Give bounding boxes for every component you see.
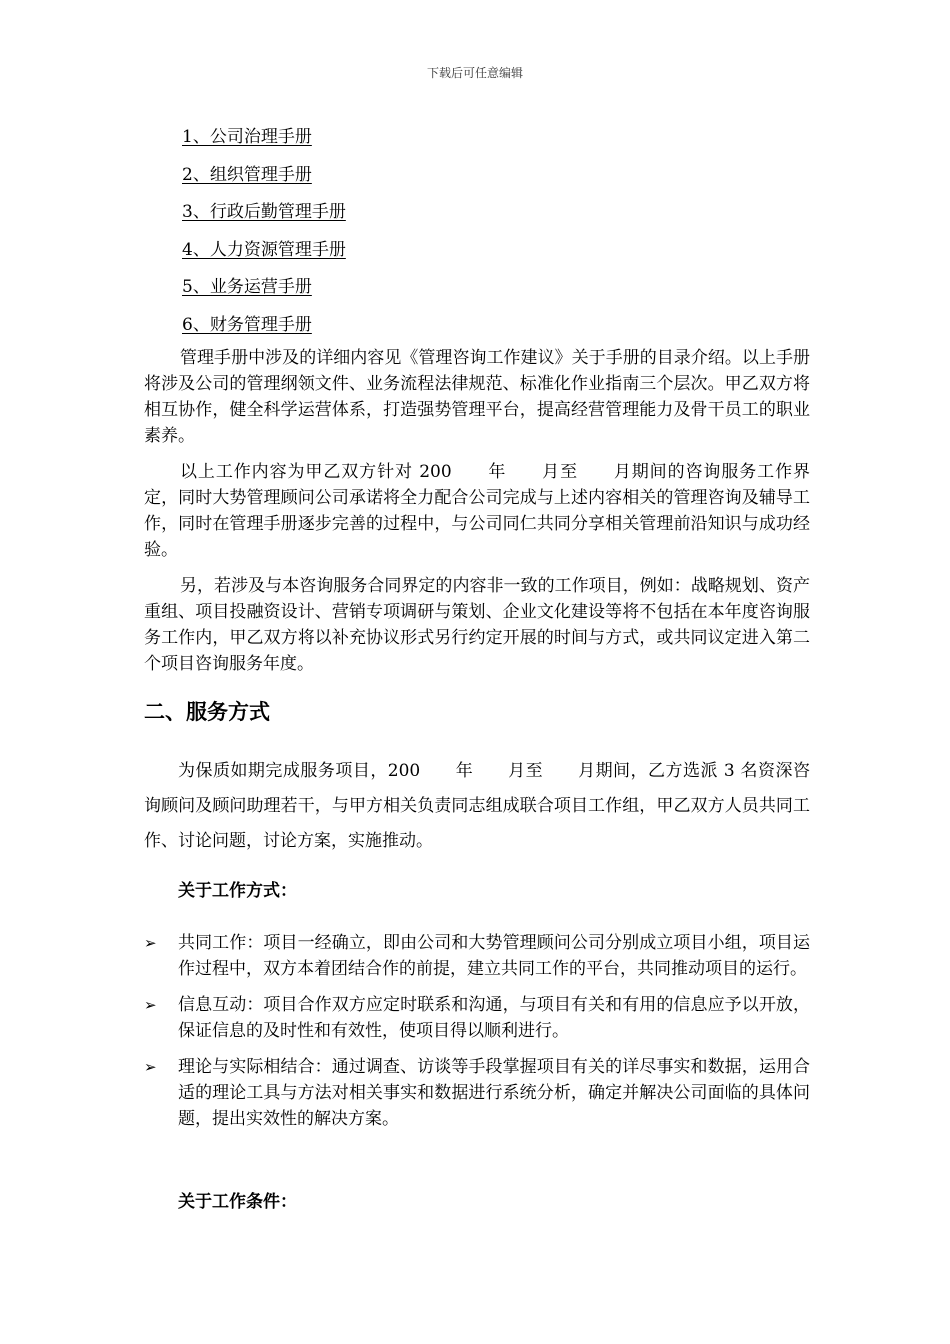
manual-link-organization[interactable]: 2、组织管理手册 — [182, 164, 312, 185]
work-method-text: 共同工作：项目一经确立，即由公司和大势管理顾问公司分别成立项目小组，项目运作过程中，双方本着团结合作的前提，建立共同工作的平台，共同推动项目的运行。 — [178, 933, 810, 979]
manual-list-item — [182, 197, 346, 235]
work-method-item — [144, 930, 810, 982]
work-conditions-heading: 关于工作条件： — [178, 1192, 297, 1212]
manual-link-human-resources[interactable]: 4、人力资源管理手册 — [182, 239, 346, 260]
work-method-list — [144, 930, 810, 1142]
paragraph-work-scope: 以上工作内容为甲乙双方针对 200 年 月至 月期间的咨询服务工作界定，同时大势管理顾问公司承诺将全力配合公司完成与上述内容相关的管理咨询及辅导工作，同时在管理手册逐步完善的过程中，与公司同仁共同分享相关管理前沿知识与成功经验。 — [144, 462, 810, 560]
manual-link-governance[interactable]: 1、公司治理手册 — [182, 127, 312, 147]
paragraph-service-intro: 为保质如期完成服务项目，200 年 月至 月期间，乙方选派 3 名资深咨询顾问及顾问助理若干，与甲方相关负责同志组成联合项目工作组，甲乙双方人员共同工作、讨论问题，讨论方案，实施推动。 — [144, 761, 810, 851]
manual-list-item — [182, 122, 346, 160]
manual-link-finance[interactable]: 6、财务管理手册 — [182, 314, 312, 335]
manual-list-item — [182, 160, 346, 198]
header-note: 下载后可任意编辑 — [426, 66, 523, 80]
work-method-item — [144, 992, 810, 1044]
manual-list-item — [182, 235, 346, 273]
manual-link-admin-logistics[interactable]: 3、行政后勤管理手册 — [182, 202, 346, 222]
work-method-text: 信息互动：项目合作双方应定时联系和沟通，与项目有关和有用的信息应予以开放，保证信息的及时性和有效性，使项目得以顺利进行。 — [178, 995, 810, 1041]
manual-list-item — [182, 272, 346, 310]
arrow-bullet-icon: ➢ — [144, 1058, 157, 1076]
section-title-service-mode: 二、服务方式 — [144, 700, 270, 724]
arrow-bullet-icon: ➢ — [144, 996, 157, 1014]
manual-list — [182, 122, 346, 347]
manual-link-operations[interactable]: 5、业务运营手册 — [182, 277, 312, 297]
work-method-text: 理论与实际相结合：通过调查、访谈等手段掌握项目有关的详尽事实和数据，运用合适的理论工具与方法对相关事实和数据进行系统分析，确定并解决公司面临的具体问题，提出实效性的解决方案。 — [178, 1057, 810, 1129]
work-method-item — [144, 1054, 810, 1132]
manual-list-item — [182, 310, 346, 348]
arrow-bullet-icon: ➢ — [144, 934, 157, 952]
work-method-heading: 关于工作方式： — [178, 881, 297, 901]
paragraph-manual-intro: 管理手册中涉及的详细内容见《管理咨询工作建议》关于手册的目录介绍。以上手册将涉及公司的管理纲领文件、业务流程法律规范、标准化作业指南三个层次。甲乙双方将相互协作，健全科学运营体系，打造强势管理平台，提高经营管理能力及骨干员工的职业素养。 — [144, 348, 810, 446]
paragraph-exclusions: 另，若涉及与本咨询服务合同界定的内容非一致的工作项目，例如：战略规划、资产重组、项目投融资设计、营销专项调研与策划、企业文化建设等将不包括在本年度咨询服务工作内，甲乙双方将以补充协议形式另行约定开展的时间与方式，或共同议定进入第二个项目咨询服务年度。 — [144, 576, 810, 674]
